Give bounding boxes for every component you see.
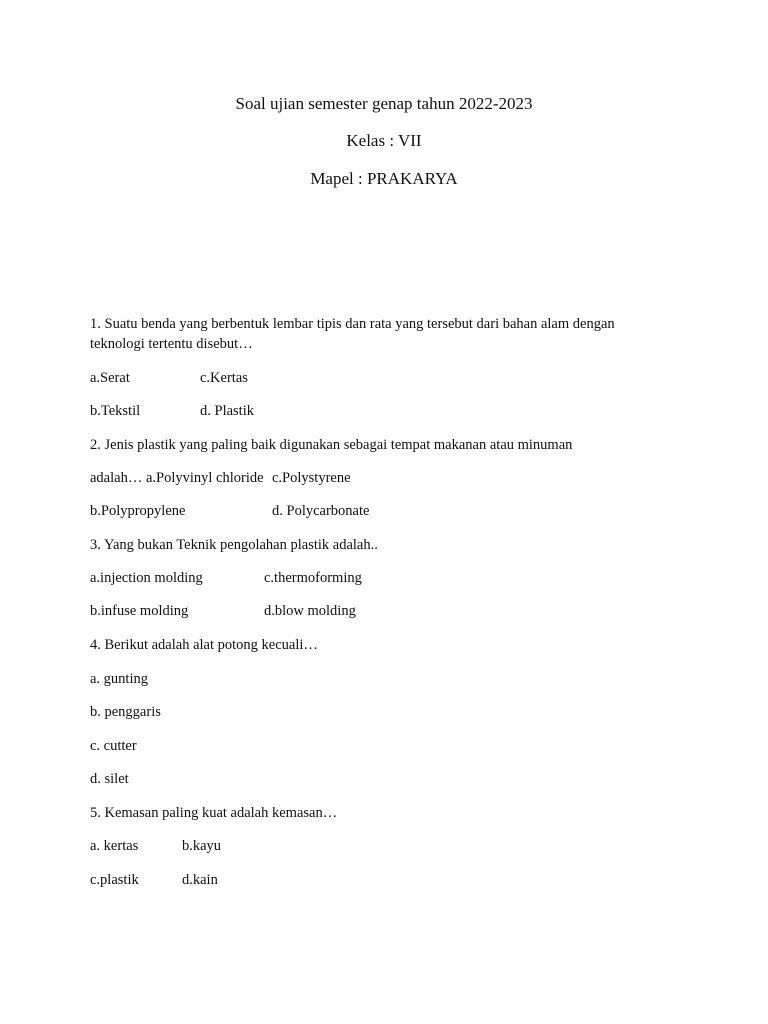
question-1-text-line2: teknologi tertentu disebut… (90, 336, 253, 352)
question-5-option-c: c.plastik (90, 872, 139, 888)
question-1-option-d: d. Plastik (200, 403, 254, 419)
question-3-option-b: b.infuse molding (90, 603, 189, 619)
question-4-text: 4. Berikut adalah alat potong kecuali… (90, 637, 318, 653)
question-3-text: 3. Yang bukan Teknik pengolahan plastik adalah.. (90, 537, 378, 553)
question-5-text: 5. Kemasan paling kuat adalah kemasan… (90, 805, 338, 821)
exam-title: Soal ujian semester genap tahun 2022-2023 (235, 94, 533, 113)
question-2-text-line1: 2. Jenis plastik yang paling baik digunakan sebagai tempat makanan atau minuman (90, 437, 573, 453)
question-5-option-a: a. kertas (90, 838, 139, 854)
question-1-option-a: a.Serat (90, 370, 130, 386)
class-label: Kelas : VII (346, 131, 422, 150)
question-2-option-d: d. Polycarbonate (272, 503, 370, 519)
question-2-option-c: c.Polystyrene (272, 470, 351, 486)
question-3-option-d: d.blow molding (264, 603, 356, 619)
question-3-option-c: c.thermoforming (264, 570, 362, 586)
question-3-option-a: a.injection molding (90, 570, 203, 586)
question-4-option-a: a. gunting (90, 671, 148, 687)
question-1-option-c: c.Kertas (200, 370, 248, 386)
question-4-option-b: b. penggaris (90, 704, 161, 720)
question-4-option-c: c. cutter (90, 738, 137, 754)
question-5-option-d: d.kain (182, 872, 218, 888)
question-1-option-b: b.Tekstil (90, 403, 141, 419)
question-2-option-b: b.Polypropylene (90, 503, 186, 519)
question-2-text-line2: adalah… a.Polyvinyl chloride (90, 470, 264, 486)
question-1-text-line1: 1. Suatu benda yang berbentuk lembar tipis dan rata yang tersebut dari bahan alam dengan (90, 316, 615, 332)
question-4-option-d: d. silet (90, 771, 129, 787)
question-5-option-b: b.kayu (182, 838, 222, 854)
subject-label: Mapel : PRAKARYA (310, 169, 458, 188)
